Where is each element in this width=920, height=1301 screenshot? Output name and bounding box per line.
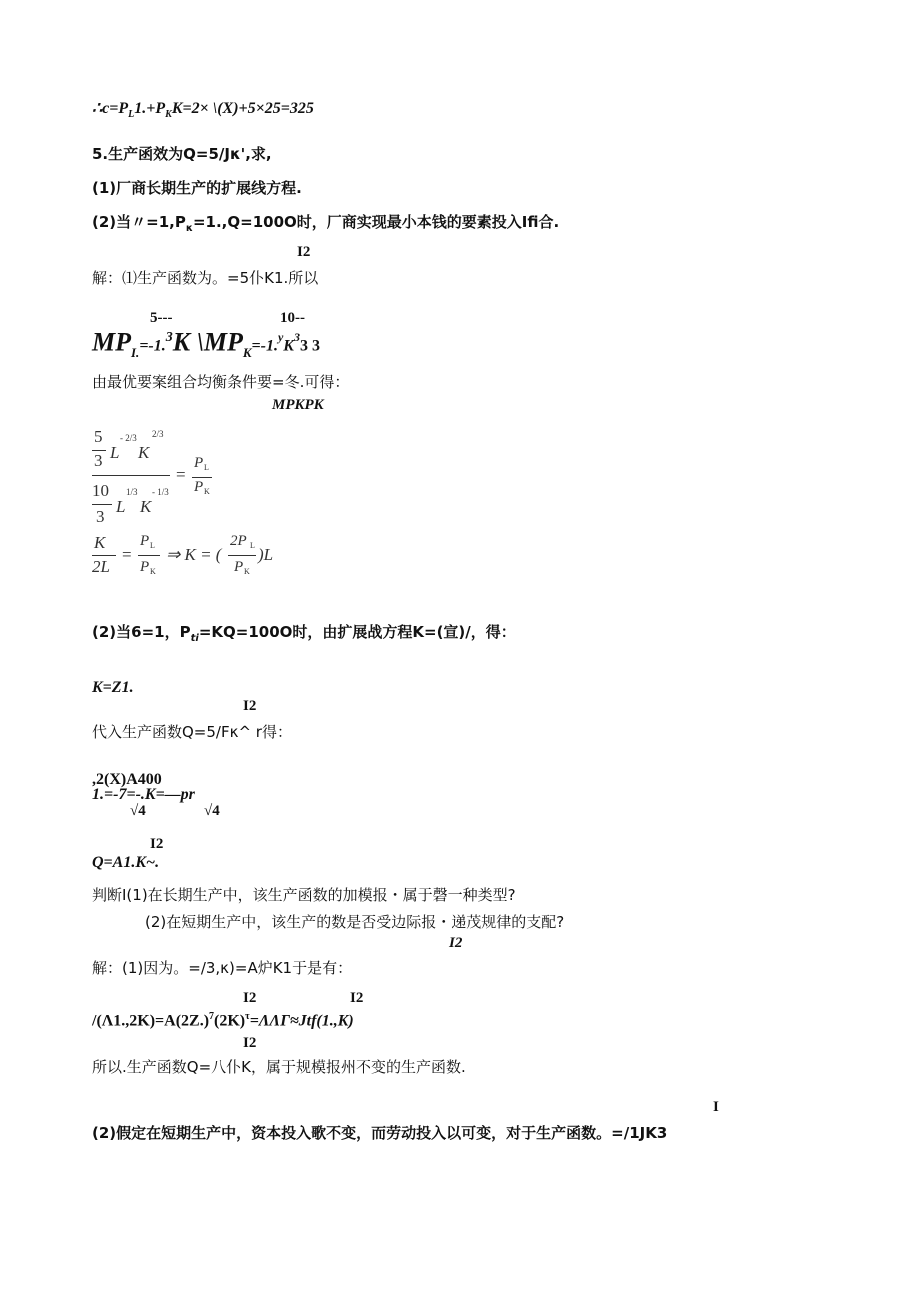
optimal-condition-text: 由最优要案组合均衡条件要=冬.可得： xyxy=(92,373,350,391)
superscript: 7 xyxy=(209,1011,215,1022)
solution-part-2 xyxy=(92,623,516,648)
mpk-pk-label: MPKPK xyxy=(272,397,324,413)
calc-line-1: ,2(X)A400 xyxy=(92,771,162,788)
substitute-text: 代入生产函数Q=5/Fκ^ r得： xyxy=(92,723,292,741)
exponent-label: I2 xyxy=(449,935,463,951)
judge-question-2: (2)在短期生产中，该生产的数是否受边际报・递茂规律的支配? xyxy=(145,913,565,931)
fraction-bar xyxy=(192,477,212,478)
text-seg: =-1. xyxy=(251,337,278,355)
subscript: K xyxy=(204,487,210,496)
text-seg: =ΛΛΓ≈Jtf(1.,K) xyxy=(249,1012,354,1030)
mp-superscript-2: 10-- xyxy=(280,310,305,326)
variable: P xyxy=(194,479,204,495)
variable: K xyxy=(140,497,152,516)
variable: P xyxy=(234,559,244,575)
exponent: - 1/3 xyxy=(152,487,169,497)
text-seg: K xyxy=(283,337,294,355)
text-seg: K \MP xyxy=(172,327,243,357)
numeral: 3 xyxy=(94,451,103,470)
mp-superscript-1: 5--- xyxy=(150,310,173,326)
marginal-product-equation xyxy=(92,322,320,368)
subscript: K xyxy=(150,567,156,576)
fraction-bar xyxy=(138,555,160,556)
fraction-bar xyxy=(92,450,106,451)
solution-1-intro: 解：⑴生产函数为。=5仆K1.所以 xyxy=(92,269,319,287)
short-run-question: (2)假定在短期生产中，资本投入歌不变，而劳动投入以可变，对于生产函数。=/1JK3 xyxy=(92,1124,668,1142)
question-5-part-1: (1)厂商长期生产的扩展线方程. xyxy=(92,179,302,197)
exponent-label: I2 xyxy=(243,1035,257,1051)
subscript: L xyxy=(204,463,209,472)
variable: L xyxy=(116,497,126,516)
variable: P xyxy=(194,455,204,471)
equation-cost xyxy=(92,100,314,124)
variable: P xyxy=(140,533,150,549)
text-seg: MP xyxy=(92,327,131,357)
subscript: L xyxy=(128,109,135,121)
superscript: 3 xyxy=(293,330,300,344)
fraction-bar xyxy=(92,504,112,505)
text-seg: (2)当6=1，P xyxy=(92,623,191,641)
subscript: ti xyxy=(190,633,199,644)
numeral: 10 xyxy=(92,481,109,500)
sqrt-4-b: √4 xyxy=(204,803,220,819)
homogeneity-equation xyxy=(92,1008,354,1030)
exponent-label: I xyxy=(713,1099,719,1115)
text-seg: =-1. xyxy=(139,337,166,355)
judge-question-1: 判断I(1)在长期生产中，该生产函数的加模报・属于磬一种类型? xyxy=(92,886,516,904)
text-seg: (2K) xyxy=(214,1012,246,1030)
calc-line-2: 1.=-7=-.K=—pr xyxy=(92,786,195,803)
variable: 2P xyxy=(230,533,247,549)
text-seg: /(Λ1.,2K)=A(2Z.) xyxy=(92,1012,210,1030)
text-seg: 1.+P xyxy=(134,100,166,117)
derivation-formula xyxy=(90,425,290,590)
subscript: K xyxy=(242,344,252,360)
exponent-label: I2 xyxy=(297,244,311,260)
exponent-label: I2 xyxy=(150,836,164,852)
k-equals: K=Z1. xyxy=(92,679,134,696)
exponent-label: I2 xyxy=(243,698,257,714)
equals-sign: = xyxy=(176,465,186,484)
variable: P xyxy=(140,559,150,575)
variable: K xyxy=(94,533,106,552)
text-seg: =1.,Q=100O时，厂商实现最小本钱的要素投入Ifi合. xyxy=(192,213,560,231)
main-fraction-bar xyxy=(92,475,170,476)
superscript: 3 xyxy=(165,330,173,345)
subscript: L xyxy=(250,541,255,550)
fraction-bar xyxy=(228,555,256,556)
subscript: L xyxy=(150,541,155,550)
variable: )L xyxy=(258,545,274,564)
numeral: 5 xyxy=(94,427,103,446)
numeral: 3 xyxy=(96,507,105,526)
conclusion-text: 所以.生产函数Q=八仆K，属于规模报州不变的生产函数. xyxy=(92,1058,466,1076)
exponent: 1/3 xyxy=(126,487,138,497)
implication: ⇒ K = ( xyxy=(166,545,222,564)
text-seg: ∴c=P xyxy=(92,100,129,117)
text-seg: K=2× \(X)+5×25=325 xyxy=(171,100,314,117)
exponent: 2/3 xyxy=(152,429,164,439)
superscript: y xyxy=(277,330,284,344)
exponent-label: I2 xyxy=(243,990,257,1006)
question-5-title: 5.生产函效为Q=5/Jκ',求, xyxy=(92,145,272,163)
superscript: τ xyxy=(245,1011,250,1022)
text-seg: (2)当〃=1,P xyxy=(92,213,186,231)
equals-sign: = xyxy=(122,545,132,564)
subscript: K xyxy=(165,109,172,121)
q-result: Q=A1.K~. xyxy=(92,854,160,871)
question-5-part-2 xyxy=(92,213,559,238)
exponent-label: I2 xyxy=(350,990,364,1006)
text-seg: =KQ=100O时，由扩展战方程K=(宣)/，得： xyxy=(198,623,516,641)
variable: L xyxy=(110,443,120,462)
solution-2-intro: 解：(1)因为。=/3,κ)=A炉K1于是有： xyxy=(92,959,353,977)
fraction-bar xyxy=(92,555,116,556)
subscript: I. xyxy=(131,344,140,360)
exponent: - 2/3 xyxy=(120,433,137,443)
subscript: K xyxy=(244,567,250,576)
subscript: κ xyxy=(185,223,193,234)
variable: 2L xyxy=(92,557,110,576)
text-seg: 3 3 xyxy=(299,337,320,355)
sqrt-4-a: √4 xyxy=(130,803,146,819)
variable: K xyxy=(138,443,150,462)
